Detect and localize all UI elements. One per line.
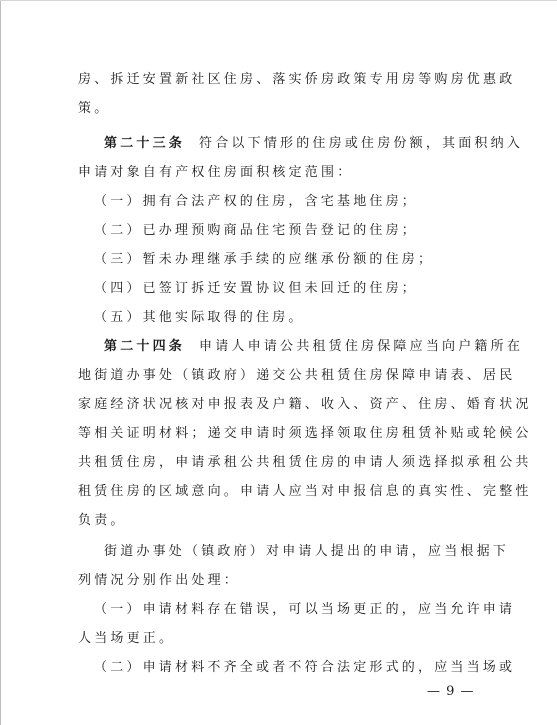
text-line: 策。 (78, 101, 111, 116)
list-item: （一）拥有合法产权的住房，含宅基地住房； (94, 194, 419, 209)
text-line: 负责。 (78, 513, 127, 528)
article-heading: 第二十四条 (104, 339, 186, 354)
text-line: 租赁住房的区域意向。申请人应当对申报信息的真实性、完整性 (78, 484, 532, 499)
text-line: 等相关证明材料；递交申请时须选择领取住房租赁补贴或轮候公 (78, 426, 532, 441)
text-line: 房、拆迁安置新社区住房、落实侨房政策专用房等购房优惠政 (78, 72, 516, 87)
list-item: （四）已签订拆迁安置协议但未回迁的住房； (94, 281, 419, 296)
list-item: （二）申请材料不齐全或者不符合法定形式的，应当当场或 (94, 660, 516, 675)
paragraph-start: 街道办事处（镇政府）对申请人提出的申请，应当根据下 (104, 544, 510, 559)
list-item: （一）申请材料存在错误，可以当场更正的，应当允许申请 (94, 602, 516, 617)
text-line: 地街道办事处（镇政府）递交公共租赁住房保障申请表、居民 (78, 368, 516, 383)
text-line: 列情况分别作出处理： (78, 573, 241, 588)
page-border (0, 0, 1, 725)
page-border-top (0, 0, 557, 1)
text-line: 人当场更正。 (78, 631, 176, 646)
text-line: 共租赁住房，申请承租公共租赁住房的申请人须选择拟承租公共 (78, 455, 532, 470)
page-number: — 9 — (427, 684, 475, 699)
list-item: （二）已办理预购商品住宅预告登记的住房； (94, 223, 419, 238)
list-item: （三）暂未办理继承手续的应继承份额的住房； (94, 252, 435, 267)
article-heading: 第二十三条 (104, 136, 186, 151)
text-line: 申请对象自有产权住房面积核定范围： (78, 165, 354, 180)
article-24: 第二十四条 申请人申请公共租赁住房保障应当向户籍所在 (104, 339, 524, 354)
article-23: 第二十三条 符合以下情形的住房或住房份额，其面积纳入 (104, 136, 524, 151)
list-item: （五）其他实际取得的住房。 (94, 310, 305, 325)
text-line: 家庭经济状况核对申报表及户籍、收入、资产、住房、婚育状况 (78, 397, 532, 412)
